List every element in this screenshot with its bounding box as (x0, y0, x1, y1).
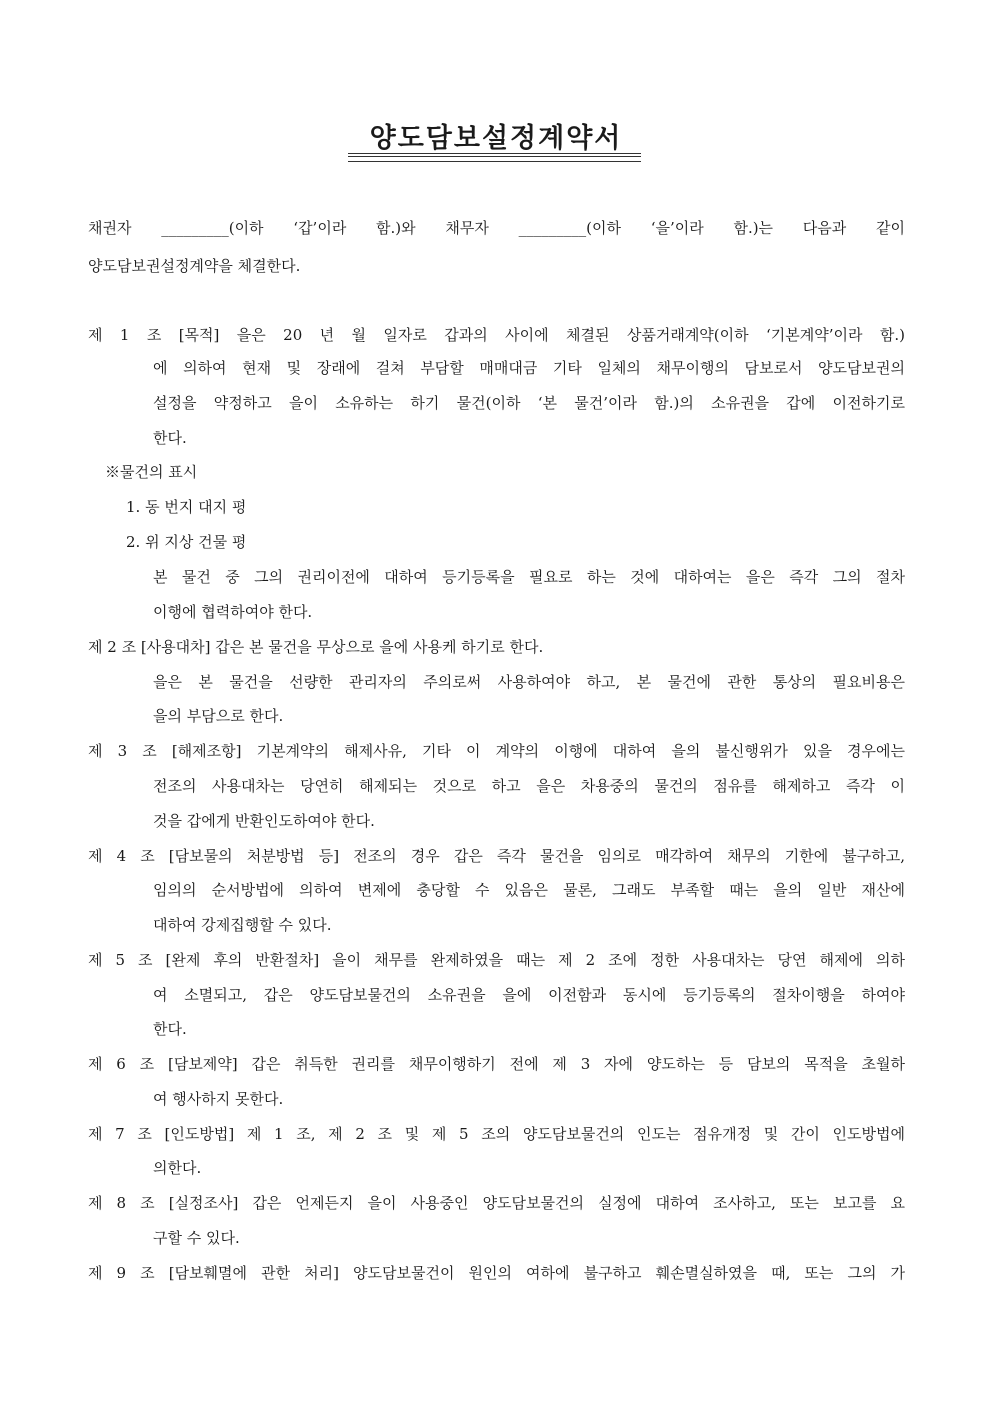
article-5-heading: 제 5 조 [완제 후의 반환절차] 을이 채무를 완제하였을 때는 제 2 조에 정한 사용대차는 당연 해제에 의하 (88, 951, 905, 969)
article-1-tail-line: 본 물건 중 그의 권리이전에 대하여 등기등록을 필요로 하는 것에 대하여는 을은 즉각 그의 절차 (153, 568, 905, 586)
article-8-line: 구할 수 있다. (153, 1229, 240, 1247)
article-5-line: 한다. (153, 1020, 187, 1038)
article-2-line: 을의 부담으로 한다. (153, 707, 284, 725)
intro-line-1: 채권자 _________(이하 ‘갑’이라 함.)와 채무자 _________(이하 ‘을’이라 함.)는 다음과 같이 (88, 219, 905, 237)
property-heading: ※물건의 표시 (105, 463, 198, 481)
article-3-line: 것을 갑에게 반환인도하여야 한다. (153, 812, 375, 830)
article-2-heading: 제 2 조 [사용대차] 갑은 본 물건을 무상으로 을에 사용케 하기로 한다. (88, 638, 544, 656)
article-7-heading: 제 7 조 [인도방법] 제 1 조, 제 2 조 및 제 5 조의 양도담보물건의 인도는 점유개정 및 간이 인도방법에 (88, 1125, 905, 1143)
article-1-heading: 제 1 조 [목적] 을은 20 년 월 일자로 갑과의 사이에 체결된 상품거래계약(이하 ‘기본계약’이라 함.) (88, 326, 905, 344)
article-3-line: 전조의 사용대차는 당연히 해제되는 것으로 하고 을은 차용중의 물건의 점유를 해제하고 즉각 이 (153, 777, 905, 795)
article-4-line: 대하여 강제집행할 수 있다. (153, 916, 332, 934)
article-2-line: 을은 본 물건을 선량한 관리자의 주의로써 사용하여야 하고, 본 물건에 관한 통상의 필요비용은 (153, 673, 905, 691)
article-1-tail-line: 이행에 협력하여야 한다. (153, 603, 313, 621)
article-9-heading: 제 9 조 [담보훼멸에 관한 처리] 양도담보물건이 원인의 여하에 불구하고 훼손멸실하였을 때, 또는 그의 가 (88, 1264, 905, 1282)
article-1-line: 에 의하여 현재 및 장래에 걸쳐 부담할 매매대금 기타 일체의 채무이행의 담보로서 양도담보권의 (153, 359, 905, 377)
article-5-line: 여 소멸되고, 갑은 양도담보물건의 소유권을 을에 이전함과 동시에 등기등록의 절차이행을 하여야 (153, 986, 905, 1004)
article-6-heading: 제 6 조 [담보제약] 갑은 취득한 권리를 채무이행하기 전에 제 3 자에 양도하는 등 담보의 목적을 초월하 (88, 1055, 905, 1073)
article-7-line: 의한다. (153, 1159, 202, 1177)
article-4-line: 임의의 순서방법에 의하여 변제에 충당할 수 있음은 물론, 그래도 부족할 때는 을의 일반 재산에 (153, 881, 905, 899)
article-3-heading: 제 3 조 [해제조항] 기본계약의 해제사유, 기타 이 계약의 이행에 대하여 을의 불신행위가 있을 경우에는 (88, 742, 905, 760)
article-1-line: 설정을 약정하고 을이 소유하는 하기 물건(이하 ‘본 물건’이라 함.)의 소유권을 갑에 이전하기로 (153, 394, 905, 412)
article-1-line: 한다. (153, 429, 187, 447)
article-4-heading: 제 4 조 [담보물의 처분방법 등] 전조의 경우 갑은 즉각 물건을 임의로 매각하여 채무의 기한에 불구하고, (88, 847, 905, 865)
article-8-heading: 제 8 조 [실정조사] 갑은 언제든지 을이 사용중인 양도담보물건의 실정에 대하여 조사하고, 또는 보고를 요 (88, 1194, 905, 1212)
property-item-2: 2. 위 지상 건물 평 (126, 533, 247, 551)
article-6-line: 여 행사하지 못한다. (153, 1090, 284, 1108)
intro-line-2: 양도담보권설정계약을 체결한다. (88, 257, 301, 275)
property-item-1: 1. 동 번지 대지 평 (126, 498, 247, 516)
title-double-underline (348, 153, 641, 162)
document-title: 양도담보설정계약서 (369, 123, 623, 154)
